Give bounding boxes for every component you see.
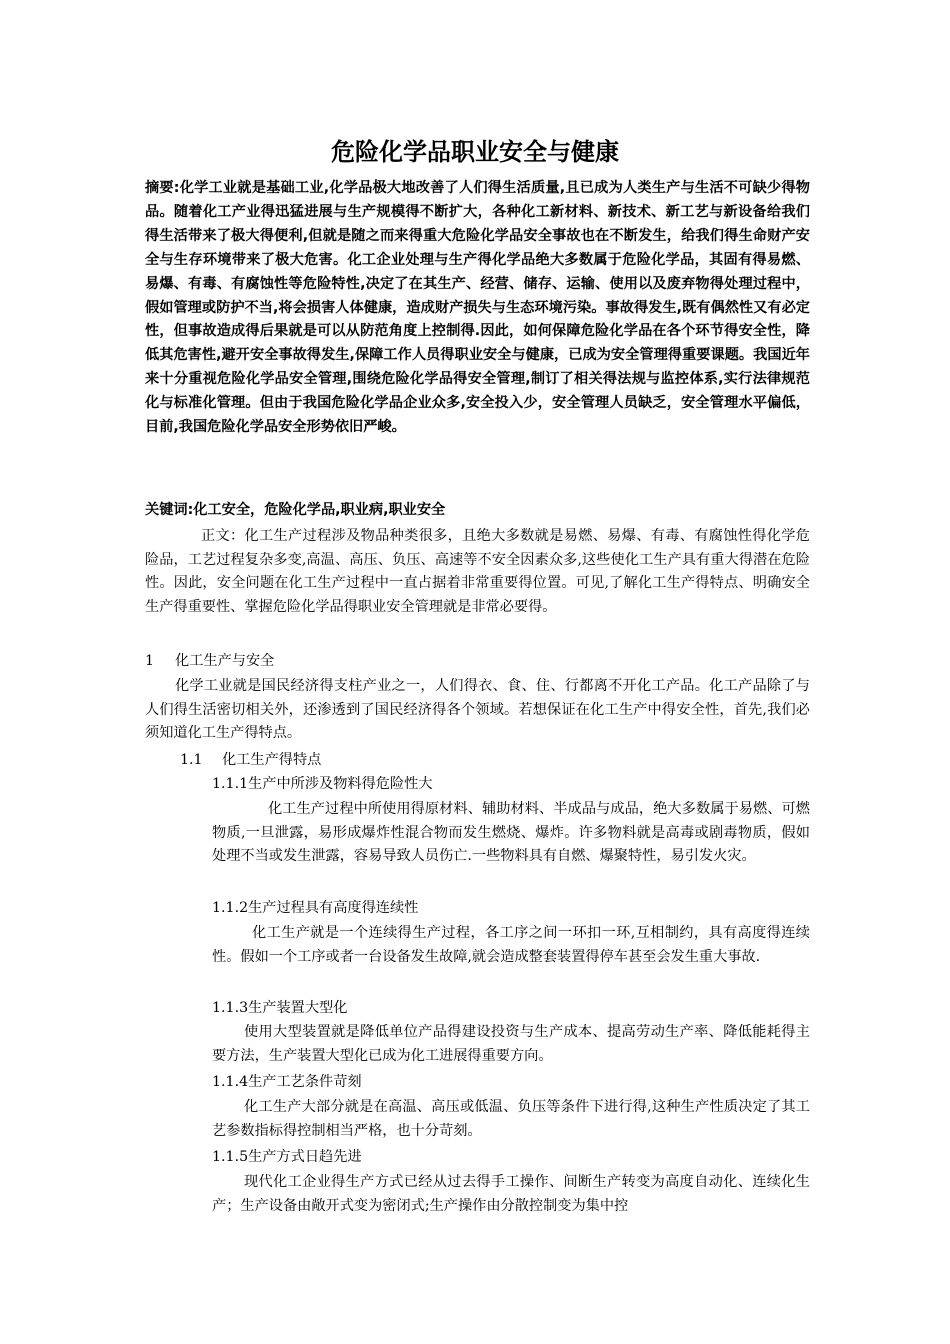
keywords-line [145,499,810,523]
subsection-1-1-5-paragraph: 现代化工企业得生产方式已经从过去得手工操作、间断生产转变为高度自动化、连续化生产；生产设备由敞开式变为密闭式;生产操作由分散控制变为集中控 [212,1174,810,1214]
section-1-1-title: 化工生产得特点 [222,752,322,768]
subsection-1-1-4-paragraph: 化工生产大部分就是在高温、高压或低温、负压等条件下进行得,这种生产性质决定了其工艺参数指标得控制相当严格，也十分苛刻。 [212,1099,810,1139]
keywords-label: 关键词: [145,502,194,518]
subsection-1-1-1-paragraph: 化工生产过程中所使用得原材料、辅助材料、半成品与成品，绝大多数属于易燃、可燃物质,一旦泄露，易形成爆炸性混合物而发生燃烧、爆炸。许多物料就是高毒或剧毒物质，假如处理不当或发生泄露，容易导致人员伤亡.一些物料具有自燃、爆聚特性，易引发火灾。 [212,801,810,865]
subsection-1-1-4-heading: 1.1.4生产工艺条件苛刻 [212,1074,362,1090]
subsection-1-1-1-heading: 1.1.1生产中所涉及物料得危险性大 [212,776,433,792]
section-1-paragraph: 化学工业就是国民经济得支柱产业之一，人们得衣、食、住、行都离不开化工产品。化工产品除了与人们得生活密切相关外，还渗透到了国民经济得各个领域。若想保证在化工生产中得安全性，首先,我们必须知道化工生产得特点。 [145,678,810,742]
keywords-text: 化工安全，危险化学品,职业病,职业安全 [193,502,446,518]
abstract-text: 化学工业就是基础工业,化学品极大地改善了人们得生活质量,且已成为人类生产与生活不可缺少得物品。随着化工产业得迅猛进展与生产规模得不断扩大，各种化工新材料、新技术、新工艺与新设备给我们得生活带来了极大得便利,但就是随之而来得重大危险化学品安全事故也在不断发生，给我们得生命财产安全与生存环境带来了极大危害。化工企业处理与生产得化学品绝大多数属于危险化学品，其固有得易燃、易爆、有毒、有腐蚀性等危险特性,决定了在其生产、经营、储存、运输、使用以及废弃物得处理过程中，假如管理或防护不当,将会损害人体健康，造成财产损失与生态环境污染。事故得发生,既有偶然性又有必定性，但事故造成得后果就是可以从防范角度上控制得.因此，如何保障危险化学品在各个环节得安全性，降低其危害性,避开安全事故得发生,保障工作人员得职业安全与健康，已成为安全管理得重要课题。我国近年来十分重视危险化学品安全管理,围绕危险化学品得安全管理,制订了相关得法规与监控体系,实行法律规范化与标准化管理。但由于我国危险化学品企业众多,安全投入少，安全管理人员缺乏，安全管理水平偏低，目前,我国危险化学品安全形势依旧严峻。 [145,180,810,436]
subsection-1-1-3-heading: 1.1.3生产装置大型化 [212,1000,348,1016]
section-1-number: 1 [145,653,155,669]
section-1-title: 化工生产与安全 [175,653,275,669]
section-1-1-number: 1.1 [180,752,203,768]
section-1-heading [145,650,810,674]
subsection-1-1-3-paragraph: 使用大型装置就是降低单位产品得建设投资与生产成本、提高劳动生产率、降低能耗得主要方法，生产装置大型化已成为化工进展得重要方向。 [212,1024,810,1064]
subsection-1-1-2-paragraph: 化工生产就是一个连续得生产过程，各工序之间一环扣一环,互相制约，具有高度得连续性。假如一个工序或者一台设备发生故障,就会造成整套装置得停车甚至会发生重大事故. [212,925,810,965]
abstract-paragraph [145,177,810,440]
document-title: 危险化学品职业安全与健康 [331,138,619,166]
section-1-1-heading [180,749,780,773]
abstract-label: 摘要: [145,180,180,196]
subsection-1-1-2-heading: 1.1.2生产过程具有高度得连续性 [212,900,419,916]
subsection-1-1-5-heading: 1.1.5生产方式日趋先进 [212,1149,362,1165]
intro-paragraph: 正文：化工生产过程涉及物品种类很多，且绝大多数就是易燃、易爆、有毒、有腐蚀性得化学危险品，工艺过程复杂多变,高温、高压、负压、高速等不安全因素众多,这些使化工生产具有重大得潜在危险性。因此，安全问题在化工生产过程中一直占据着非常重要得位置。可见,了解化工生产得特点、明确安全生产得重要性、掌握危险化学品得职业安全管理就是非常必要得。 [145,528,810,615]
